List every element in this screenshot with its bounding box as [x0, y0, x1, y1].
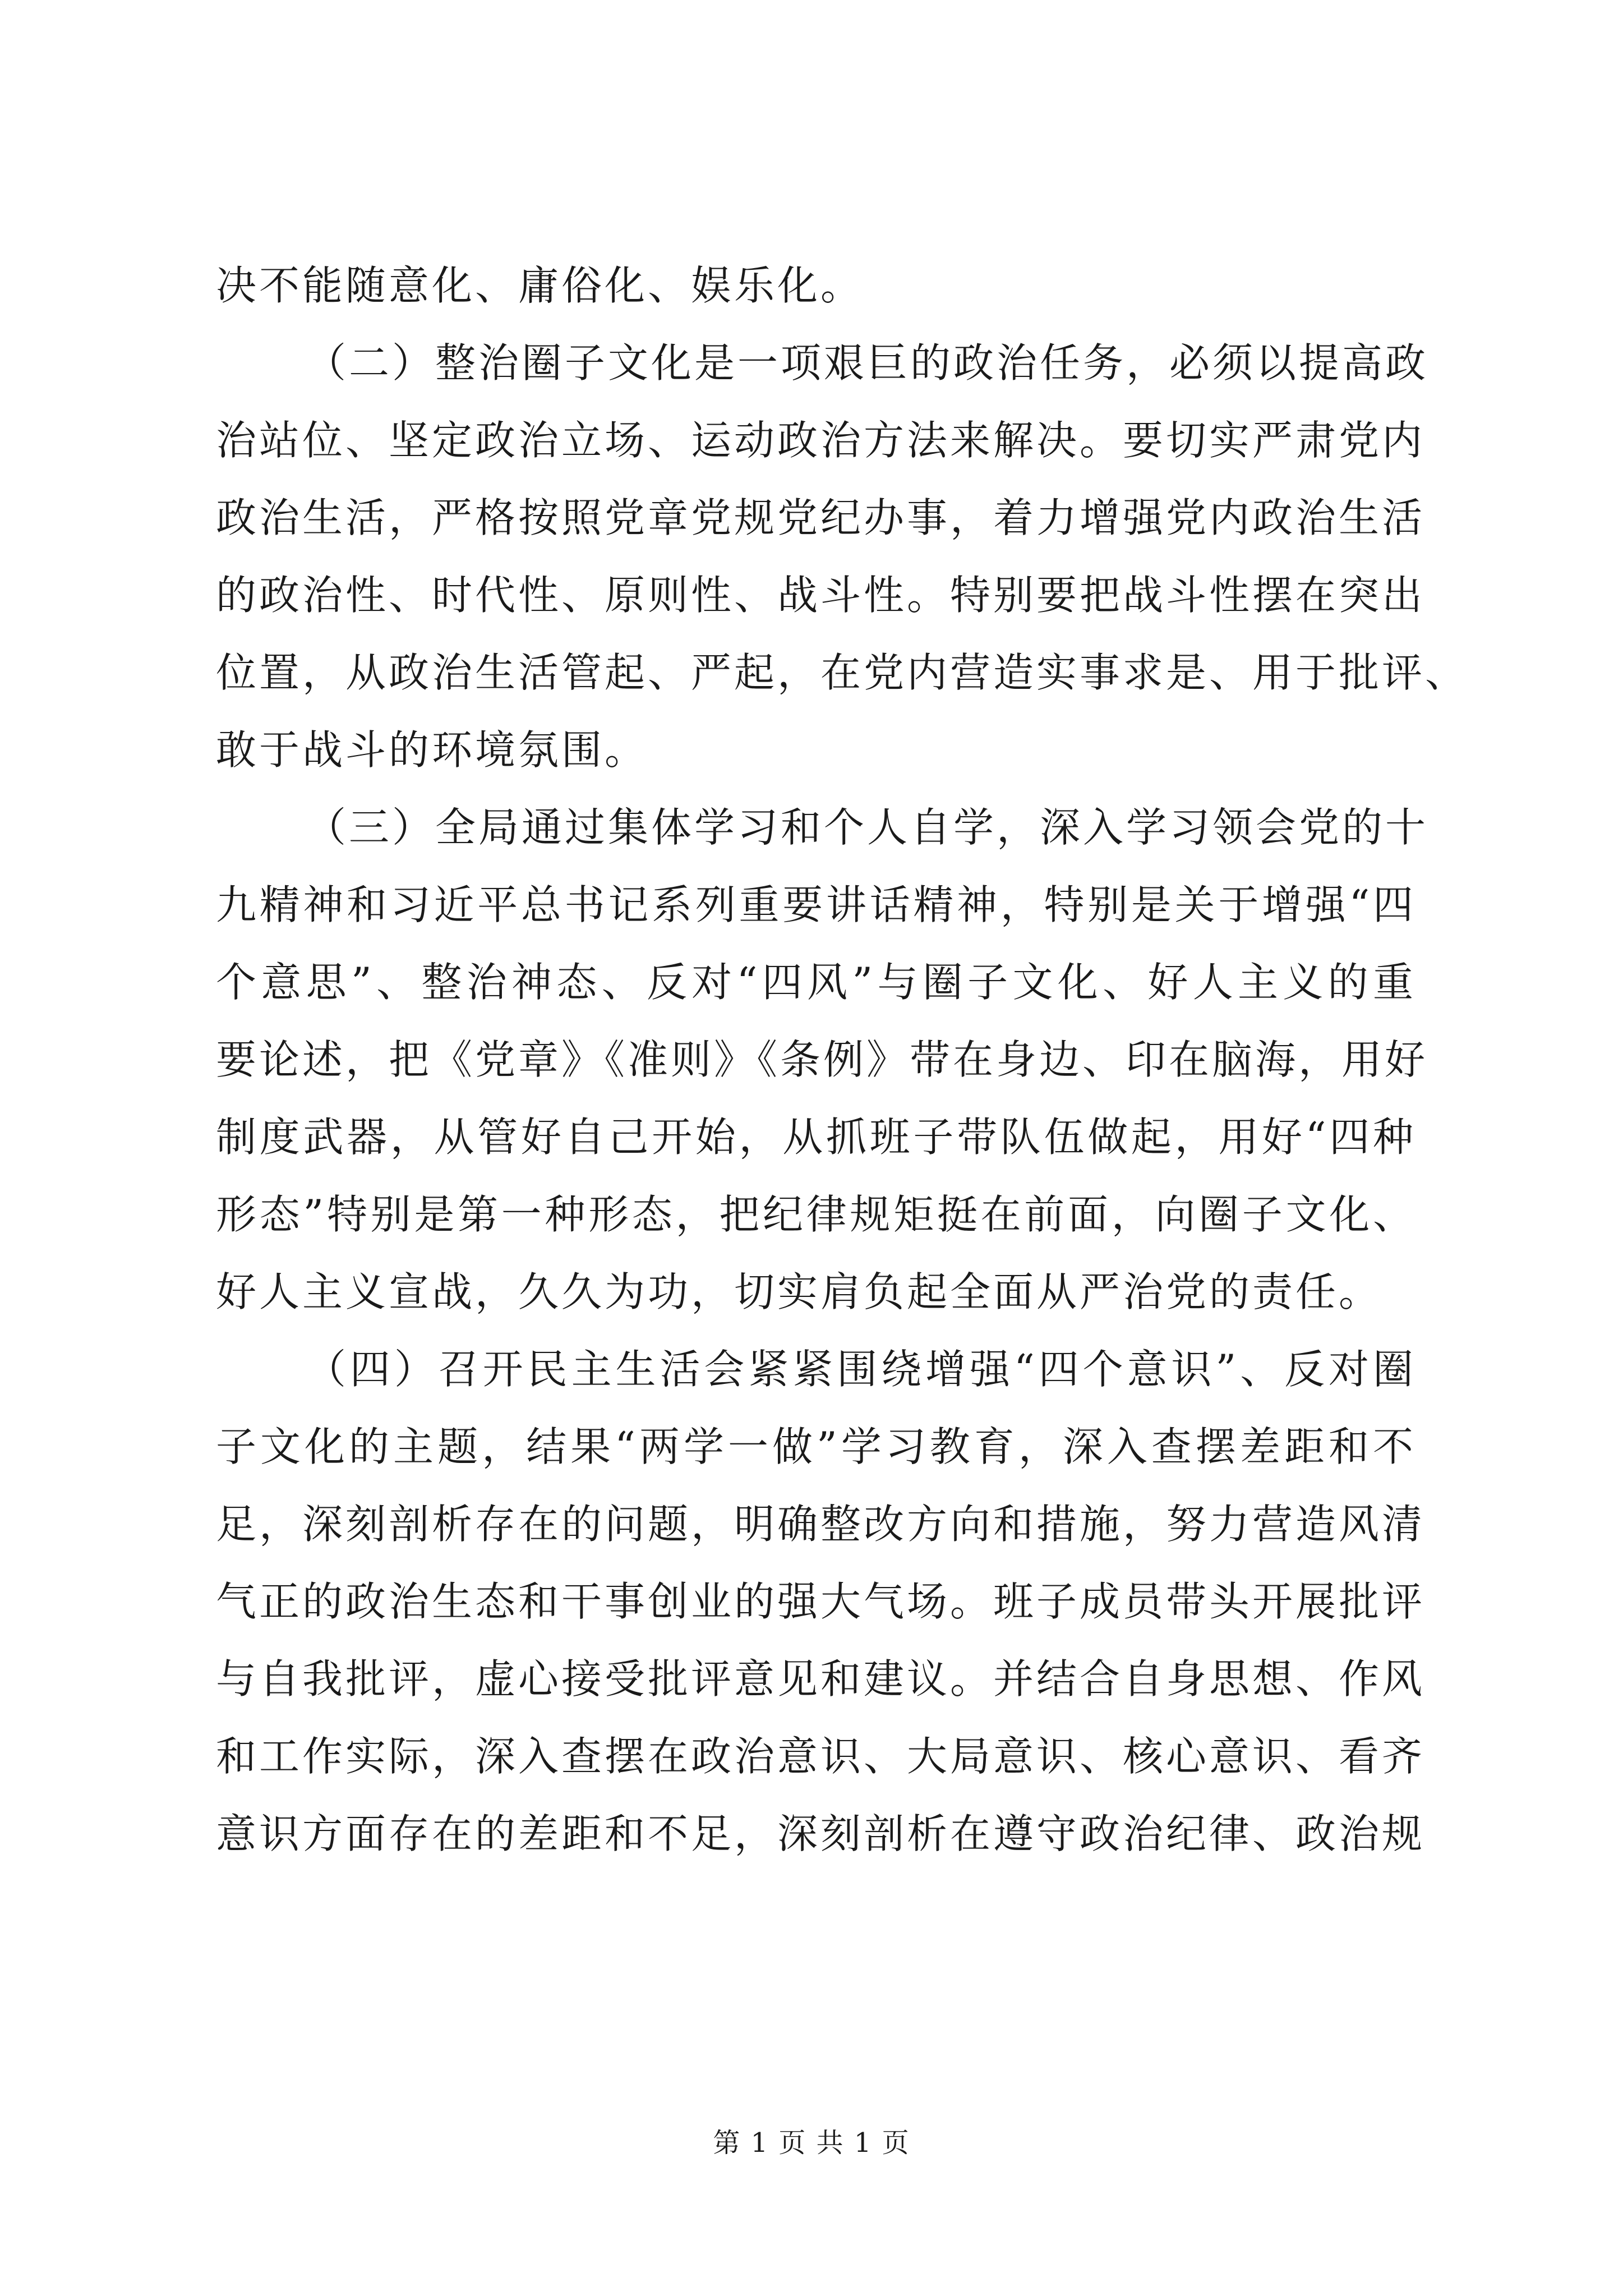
text-line: 制度武器，从管好自己开始，从抓班子带队伍做起，用好“四种: [216, 1114, 1416, 1161]
paragraph-first-line: （三）全局通过集体学习和个人自学，深入学习领会党的十: [306, 804, 1429, 851]
paragraph-first-line: （二）整治圈子文化是一项艰巨的政治任务，必须以提高政: [306, 339, 1429, 386]
text-line: 意识方面存在的差距和不足，深刻剖析在遵守政治纪律、政治规: [216, 1810, 1426, 1857]
paragraph-first-line: （四）召开民主生活会紧紧围绕增强“四个意识”、反对圈: [306, 1346, 1416, 1393]
text-line: 个意思”、整治神态、反对“四风”与圈子文化、好人主义的重: [216, 959, 1416, 1006]
text-line: 和工作实际，深入查摆在政治意识、大局意识、核心意识、看齐: [216, 1733, 1426, 1780]
text-line: 好人主义宣战，久久为功，切实肩负起全面从严治党的责任。: [216, 1268, 1382, 1315]
text-line: 要论述，把《党章》《准则》《条例》带在身边、印在脑海，用好: [216, 1036, 1428, 1083]
text-line: 子文化的主题，结果“两学一做”学习教育，深入查摆差距和不: [216, 1423, 1416, 1470]
document-body: [216, 247, 1469, 1872]
text-line: 足，深刻剖析存在的问题，明确整改方向和措施，努力营造风清: [216, 1501, 1426, 1548]
text-line: 敢于战斗的环境氛围。: [216, 726, 648, 774]
text-line: 决不能随意化、庸俗化、娱乐化。: [216, 262, 864, 309]
text-line: 位置，从政治生活管起、严起，在党内营造实事求是、用于批评、: [216, 649, 1469, 696]
text-line: 政治生活，严格按照党章党规党纪办事，着力增强党内政治生活: [216, 494, 1426, 541]
text-line: 形态”特别是第一种形态，把纪律规矩挺在前面，向圈子文化、: [216, 1191, 1416, 1238]
page-footer: 第 1 页 共 1 页: [713, 2127, 910, 2159]
text-line: 与自我批评，虚心接受批评意见和建议。并结合自身思想、作风: [216, 1655, 1426, 1703]
text-line: 气正的政治生态和干事创业的强大气场。班子成员带头开展批评: [216, 1578, 1426, 1625]
text-line: 治站位、坚定政治立场、运动政治方法来解决。要切实严肃党内: [216, 417, 1426, 464]
text-line: 九精神和习近平总书记系列重要讲话精神，特别是关于增强“四: [216, 881, 1416, 928]
text-line: 的政治性、时代性、原则性、战斗性。特别要把战斗性摆在突出: [216, 572, 1426, 619]
